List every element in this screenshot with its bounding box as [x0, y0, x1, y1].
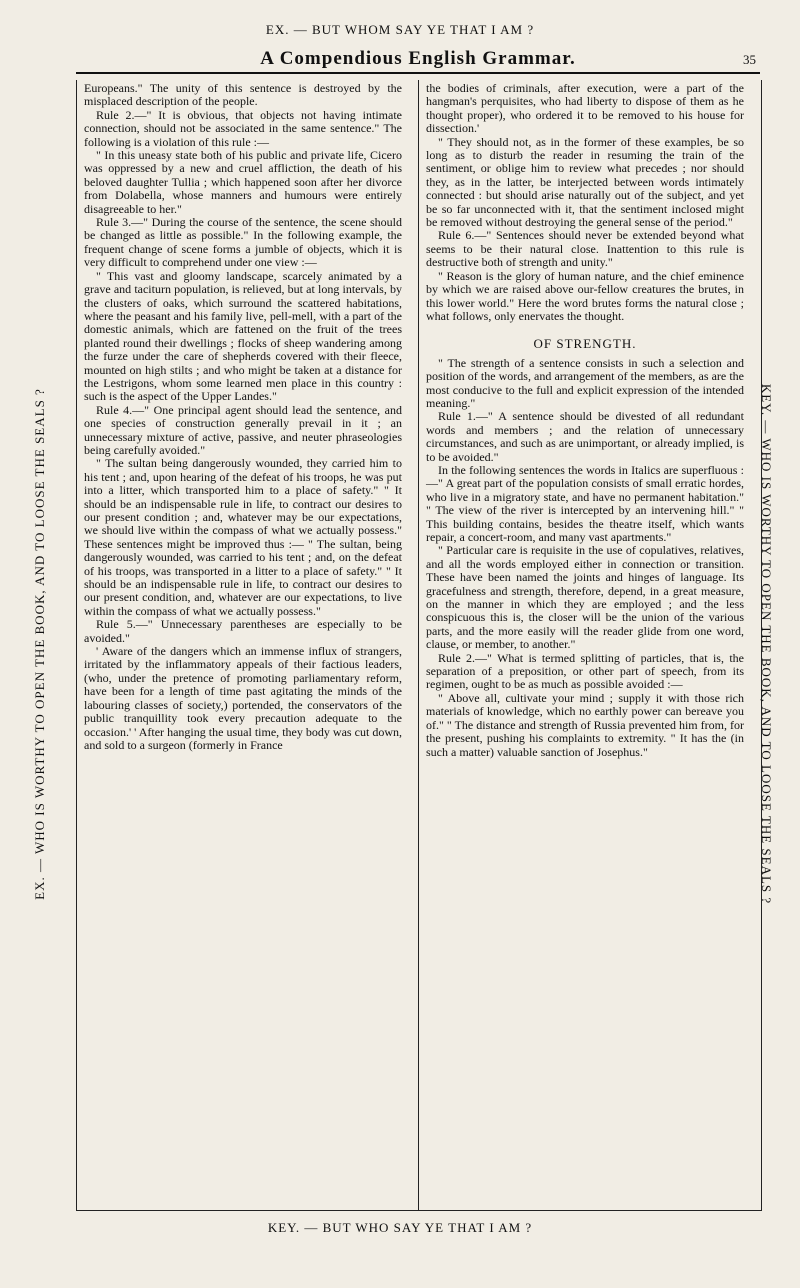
paragraph: " Reason is the glory of human nature, and the chief eminence by which we are raised above our-fellow creatures the brutes, in this lower world." Here the word brutes forms the natural close ; what follows, only enervates the thought. [426, 268, 744, 323]
right-column [426, 82, 744, 759]
side-margin-left: EX. — WHO IS WORTHY TO OPEN THE BOOK, AND TO LOOSE THE SEALS ? [32, 388, 47, 900]
paragraph: Rule 2.—" What is termed splitting of particles, that is, the separation of a preposition, or other part of speech, from its regimen, ought to be as much as possible avoided :— [426, 650, 744, 692]
title-bar [76, 48, 760, 74]
paragraph: the bodies of criminals, after execution, were a part of the hangman's perquisites, who had liberty to dispose of them as he thought proper), who ordered it to be removed to his house for dissection.' [426, 81, 744, 136]
footer-line: KEY. — BUT WHO SAY YE THAT I AM ? [267, 1220, 533, 1235]
running-head: EX. — BUT WHOM SAY YE THAT I AM ? [265, 22, 535, 37]
page-title: A Compendious English Grammar. [260, 48, 576, 69]
page-number: 35 [743, 52, 756, 67]
paragraph: Rule 2.—" It is obvious, that objects not having intimate connection, should not be associated in the same sentence." The following is a violation of this rule :— [84, 107, 402, 149]
quote-paragraph: " This vast and gloomy landscape, scarcely animated by a grave and taciturn population, is relieved, but at long intervals, by the clusters of oaks, which surround the scattered habitations, where the peasant and his family live, pell-mell, with a part of the domestic animals, which are fattened on the fruit of the trees planted round their dwellings ; flocks of sheep wandering among the furze under the care of shepherds covered with their fleece, mounted on high stilts ; and who might be taken at a distance for the Lestrigons, whom some learned men place in this country : such is the aspect of the Upper Landes." [84, 268, 402, 404]
paragraph: Rule 5.—" Unnecessary parentheses are especially to be avoided." [84, 617, 402, 645]
quote-paragraph: " Above all, cultivate your mind ; supply it with those rich materials of knowledge, which no earthly power can bereave you of." " The distance and strength of Russia prevented him from, for the present, pushing his complaints to extremity. " It has the (in such a matter) valuable sanction of Josephus." [426, 690, 744, 759]
paragraph: In the following sentences the words in Italics are superfluous :—" A great part of the population consists of small erratic hordes, who live in a migratory state, and have no permanent habitation." " The view of the river is intercepted by an intervening hill." " This building contains, besides the theatre itself, which wants repair, a concert-room, and many vast apartments." [426, 462, 744, 544]
paragraph: Rule 4.—" One principal agent should lead the sentence, and one species of construction generally prevail in it ; an unnecessary mixture of active, passive, and neuter phraseologies being carefully avoided." [84, 402, 402, 457]
paragraph: " The strength of a sentence consists in such a selection and position of the words, and arrangement of the members, as are the most conducive to the full and explicit expression of the intended meaning." [426, 355, 744, 410]
left-column [84, 82, 402, 752]
paragraph: Rule 6.—" Sentences should never be extended beyond what seems to be their natural close. Inattention to this rule is destructive both of strength and unity." [426, 228, 744, 270]
section-heading: OF STRENGTH. [533, 336, 637, 352]
quote-paragraph: " The sultan being dangerously wounded, they carried him to his tent ; and, upon hearing of the defeat of his troops, he was put into a litter, which transported him to a place of safety." " It should be an indispensable rule in life, to contract our desires to our present condition ; and, whatever may be our expectations, we should live within the compass of what we actually possess." These sentences might be improved thus :— " The sultan, being dangerously wounded, was carried to his tent ; and, on the defeat of his troops, was transported in a litter to a place of safety." " It should be an indispensable rule in life, to contract our desires to our present condition, and, whatever are our expectations, to live within the compass of what we actually possess." [84, 456, 402, 618]
paragraph: " They should not, as in the former of these examples, be so long as to disturb the reader in resuming the train of the sentiment, or oblige him to review what precedes ; nor should they, as in the latter, be interjected between words intimately connected : but should arise naturally out of the subject, and yet be so far unconnected with it, that the sentiment inclosed might be removed without destroying the general sense of the period." [426, 134, 744, 230]
column-divider [418, 80, 419, 1210]
paragraph: Rule 1.—" A sentence should be divested of all redundant words and members ; and the relation of unnecessary circumstances, and such as are unimportant, or already implied, is to be avoided." [426, 409, 744, 464]
quote-paragraph: " In this uneasy state both of his public and private life, Cicero was oppressed by a new and cruel affliction, the death of his beloved daughter Tullia ; which happened soon after her divorce from Dolabella, whose manners and humours were entirely disagreeable to her." [84, 148, 402, 216]
side-margin-right: KEY. — WHO IS WORTHY TO OPEN THE BOOK, AND TO LOOSE THE SEALS ? [759, 383, 774, 905]
paragraph: " Particular care is requisite in the use of copulatives, relatives, and all the words employed either in connection or transition. These have been named the joints and hinges of language. Its gracefulness and strength, therefore, depend, in a great measure, on the manner in which they are employed ; and the less conspicuous this is, the closer will be the union of the various parts, and the more easily will the reader glide from one word, clause, or member, to another." [426, 543, 744, 652]
paragraph: Europeans." The unity of this sentence is destroyed by the misplaced description of the people. [84, 81, 402, 109]
paragraph: Rule 3.—" During the course of the sentence, the scene should be changed as little as possible." In the following example, the frequent change of scene forms a jumble of objects, which it is very difficult to comprehend under one view :— [84, 215, 402, 270]
quote-paragraph: ' Aware of the dangers which an immense influx of strangers, irritated by the inflammatory appeals of their factious leaders, (who, under the pretence of promoting parliamentary reform, have been for a length of time past agitating the minds of the labouring classes of society,) portended, the conservators of the public tranquillity took every precaution adequate to the occasion.' ' After hanging the usual time, they body was cut down, and sold to a surgeon (formerly in France [84, 644, 402, 752]
